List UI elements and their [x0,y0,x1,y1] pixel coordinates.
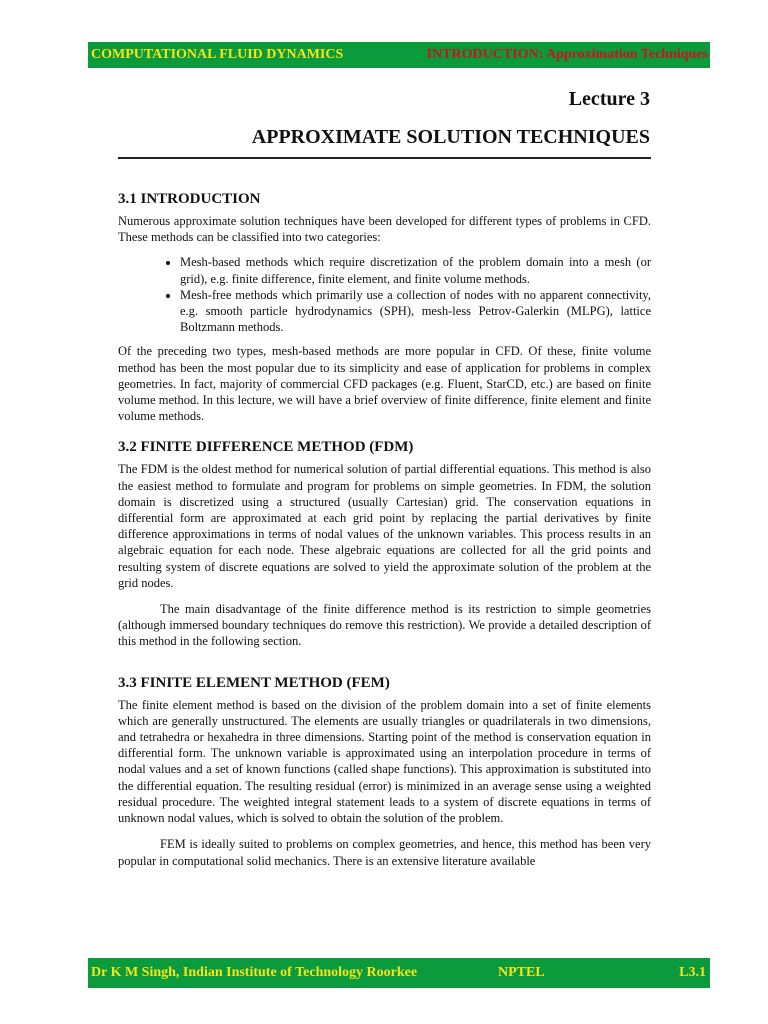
title-divider [118,157,651,159]
footer-bar [88,958,710,988]
section-heading-introduction: 3.1 INTRODUCTION [118,191,261,207]
paragraph: FEM is ideally suited to problems on complex geometries, and hence, this method has been very popular in computational solid mechanics. There is an extensive literature available [118,837,651,868]
list-item: • Mesh-based methods which require discretization of the problem domain into a mesh (or grid), e.g. finite difference, finite element, and finite volume methods. [180,254,651,286]
course-title: COMPUTATIONAL FLUID DYNAMICS [91,47,344,62]
page-number: L3.1 [679,965,706,980]
chapter-label: INTRODUCTION: Approximation Techniques [426,47,708,62]
header-bar [88,42,710,68]
paragraph: Of the preceding two types, mesh-based methods are more popular in CFD. Of these, finite volume method has been the most popular due to its simplicity and ease of application for problems in complex geometries. In fact, majority of commercial CFD packages (e.g. Fluent, StarCD, etc.) are based on finite volume method. In this lecture, we will have a brief overview of finite difference, finite element and finite volume methods. [118,344,651,424]
paragraph: The main disadvantage of the finite difference method is its restriction to simple geometries (although immersed boundary techniques do remove this restriction). We provide a detailed description of this method in the following section. [118,602,651,649]
list-item: • Mesh-free methods which primarily use a collection of nodes with no apparent connectivity, e.g. smooth particle hydrodynamics (SPH), mesh-less Petrov-Galerkin (MLPG), lattice Boltzmann methods. [180,287,651,336]
author-credit: Dr K M Singh, Indian Institute of Technology Roorkee [91,965,418,980]
lecture-number: Lecture 3 [568,88,650,110]
bullet-list [118,254,651,335]
document-body [118,190,651,869]
section-heading-fem: 3.3 FINITE ELEMENT METHOD (FEM) [118,674,390,691]
program-name: NPTEL [498,965,545,980]
paragraph: The finite element method is based on the division of the problem domain into a set of finite elements which are generally unstructured. The elements are usually triangles or quadrilaterals in two dimensions, and tetrahedra or hexahedra in three dimensions. Starting point of the method is conservation equation in differential form. The unknown variable is approximated using an interpolation procedure in terms of nodal values and a set of known functions (called shape functions). This approximation is substituted into the differential equation. The resulting residual (error) is minimized in an average sense using a weighted residual procedure. The weighted integral statement leads to a system of discrete equations in terms of unknown nodal values, which is solved to obtain the solution of the problem. [118,697,651,826]
page-title: APPROXIMATE SOLUTION TECHNIQUES [251,126,650,148]
paragraph: Numerous approximate solution techniques have been developed for different types of problems in CFD. These methods can be classified into two categories: [118,214,651,245]
section-heading-fdm: 3.2 FINITE DIFFERENCE METHOD (FDM) [118,439,414,456]
paragraph: The FDM is the oldest method for numerical solution of partial differential equations. This method is also the easiest method to formulate and program for problems on simple geometries. In FDM, the solution domain is discretized using a structured (usually Cartesian) grid. The conservation equations in differential form are approximated at each grid point by replacing the partial derivatives by finite difference approximations in terms of nodal values of the unknown variables. This process results in an algebraic equation for each node. These algebraic equations are collected for all the grid points and resulting system of discrete equations are solved to yield the approximate solution of the problem at the grid nodes. [118,462,651,590]
